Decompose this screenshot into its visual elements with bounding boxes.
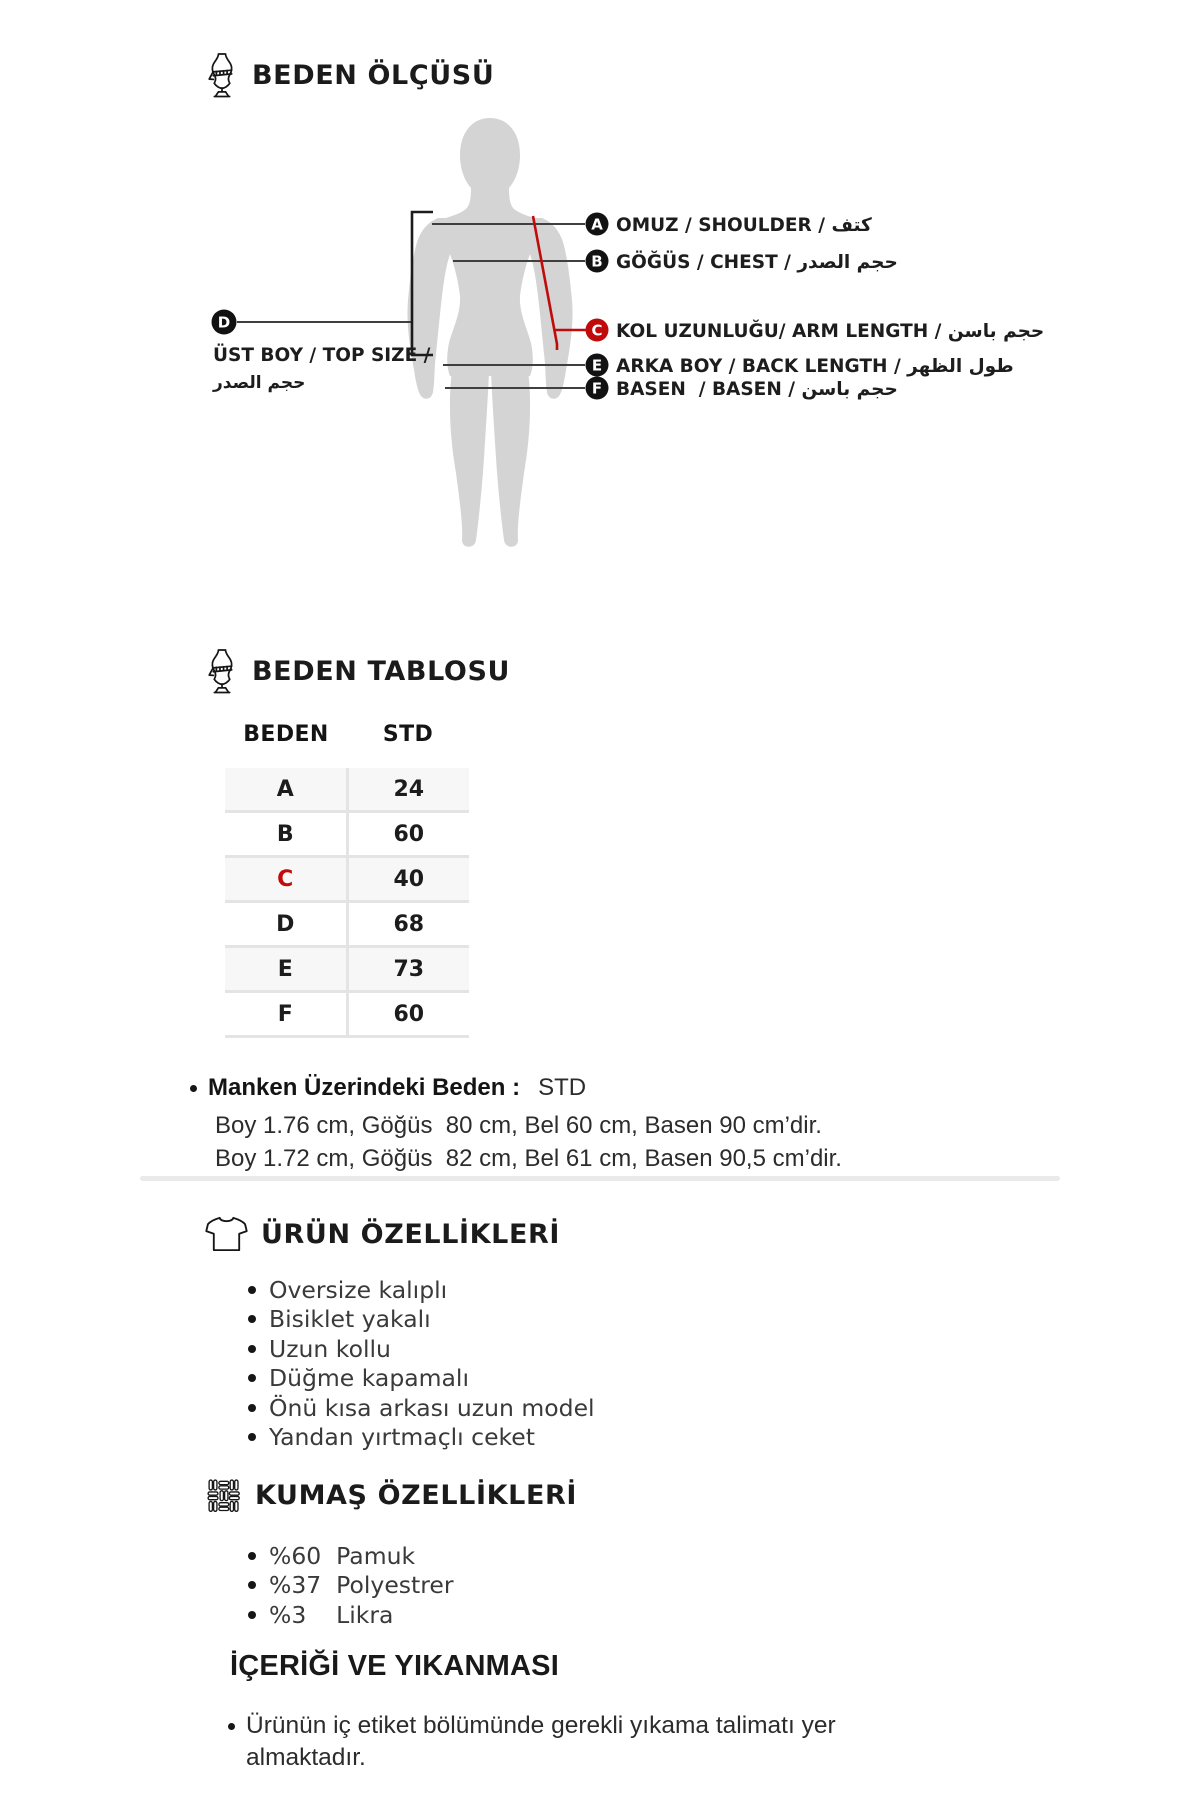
fabric-item: %3 Likra	[248, 1600, 454, 1630]
svg-text:E: E	[591, 356, 603, 375]
label-shoulder: OMUZ / SHOULDER / كتف	[616, 215, 872, 236]
fabric-features-header	[205, 1477, 577, 1514]
bullet-dot	[228, 1723, 235, 1730]
label-top-size: ÜST BOY / TOP SIZE /	[213, 345, 431, 366]
svg-text:B: B	[591, 252, 603, 271]
bullet-dot	[248, 1552, 256, 1560]
table-row: F 60	[225, 993, 469, 1038]
bullet-dot	[248, 1404, 256, 1412]
tshirt-icon	[205, 1215, 248, 1253]
label-back-length: ARKA BOY / BACK LENGTH / طول الظهر	[616, 356, 1014, 377]
size-table-header-block	[205, 648, 510, 695]
size-table-title: BEDEN TABLOSU	[252, 656, 511, 687]
bullet-dot	[248, 1345, 256, 1353]
table-row: C 40	[225, 858, 469, 903]
feature-item: Oversize kalıplı	[248, 1275, 595, 1305]
feature-item: Düğme kapamalı	[248, 1364, 595, 1394]
product-features-header	[205, 1215, 560, 1253]
svg-text:C: C	[591, 321, 603, 340]
bullet-dot	[248, 1315, 256, 1323]
label-chest: GÖĞÜS / CHEST / حجم الصدر	[616, 252, 898, 273]
product-features-list	[248, 1275, 595, 1452]
bullet-dot	[248, 1433, 256, 1441]
care-list	[228, 1710, 878, 1774]
bullet-dot	[248, 1581, 256, 1589]
mannequin-size-line: Manken Üzerindeki Beden : STD	[190, 1074, 842, 1102]
fabric-features-title: KUMAŞ ÖZELLİKLERİ	[255, 1480, 578, 1511]
label-basen: BASEN / BASEN / حجم باسن	[616, 379, 898, 400]
mannequin-tape-icon	[205, 52, 239, 99]
label-top-size-arabic: حجم الصدر	[213, 373, 306, 393]
size-measure-title: BEDEN ÖLÇÜSÜ	[252, 60, 495, 91]
column-beden: BEDEN	[243, 722, 329, 747]
feature-item: Uzun kollu	[248, 1334, 595, 1364]
bullet-dot	[248, 1286, 256, 1294]
size-table	[225, 768, 469, 1038]
table-row: D 68	[225, 903, 469, 948]
column-std: STD	[382, 722, 434, 747]
size-measure-header	[205, 52, 494, 99]
svg-text:F: F	[591, 379, 603, 398]
mannequin-tape-icon	[205, 648, 239, 695]
mannequin-measure-line: Boy 1.72 cm, Göğüs 82 cm, Bel 61 cm, Basen 90,5 cm’dir.	[215, 1145, 842, 1172]
badge-e	[586, 354, 609, 377]
care-title: İÇERİĞİ VE YIKANMASI	[230, 1650, 559, 1682]
fabric-weave-icon	[205, 1477, 242, 1514]
badge-a	[586, 213, 609, 236]
mannequin-info	[190, 1074, 842, 1175]
care-item: Ürünün iç etiket bölümünde gerekli yıkama talimatı yer almaktadır.	[228, 1710, 878, 1774]
svg-text:A: A	[591, 215, 603, 234]
bullet-dot	[190, 1085, 197, 1092]
feature-item: Önü kısa arkası uzun model	[248, 1393, 595, 1423]
table-row: B 60	[225, 813, 469, 858]
bullet-dot	[248, 1374, 256, 1382]
section-divider	[140, 1176, 1060, 1181]
badge-d	[212, 310, 237, 335]
fabric-features-list	[248, 1541, 454, 1630]
bullet-dot	[248, 1611, 256, 1619]
size-table-columns	[225, 722, 469, 747]
badge-b	[586, 250, 609, 273]
feature-item: Bisiklet yakalı	[248, 1305, 595, 1335]
table-row: A 24	[225, 768, 469, 813]
svg-text:D: D	[217, 313, 231, 332]
product-features-title: ÜRÜN ÖZELLİKLERİ	[261, 1218, 561, 1250]
fabric-item: %60 Pamuk	[248, 1541, 454, 1571]
feature-item: Yandan yırtmaçlı ceket	[248, 1423, 595, 1453]
table-row: E 73	[225, 948, 469, 993]
label-arm-length: KOL UZUNLUĞU/ ARM LENGTH / حجم باسن	[616, 321, 1045, 342]
fabric-item: %37 Polyestrer	[248, 1571, 454, 1601]
body-measure-diagram	[80, 108, 1120, 578]
badge-c	[586, 319, 609, 342]
body-silhouette	[407, 118, 572, 547]
badge-f	[586, 377, 609, 400]
mannequin-measure-line: Boy 1.76 cm, Göğüs 80 cm, Bel 60 cm, Basen 90 cm’dir.	[215, 1112, 822, 1139]
